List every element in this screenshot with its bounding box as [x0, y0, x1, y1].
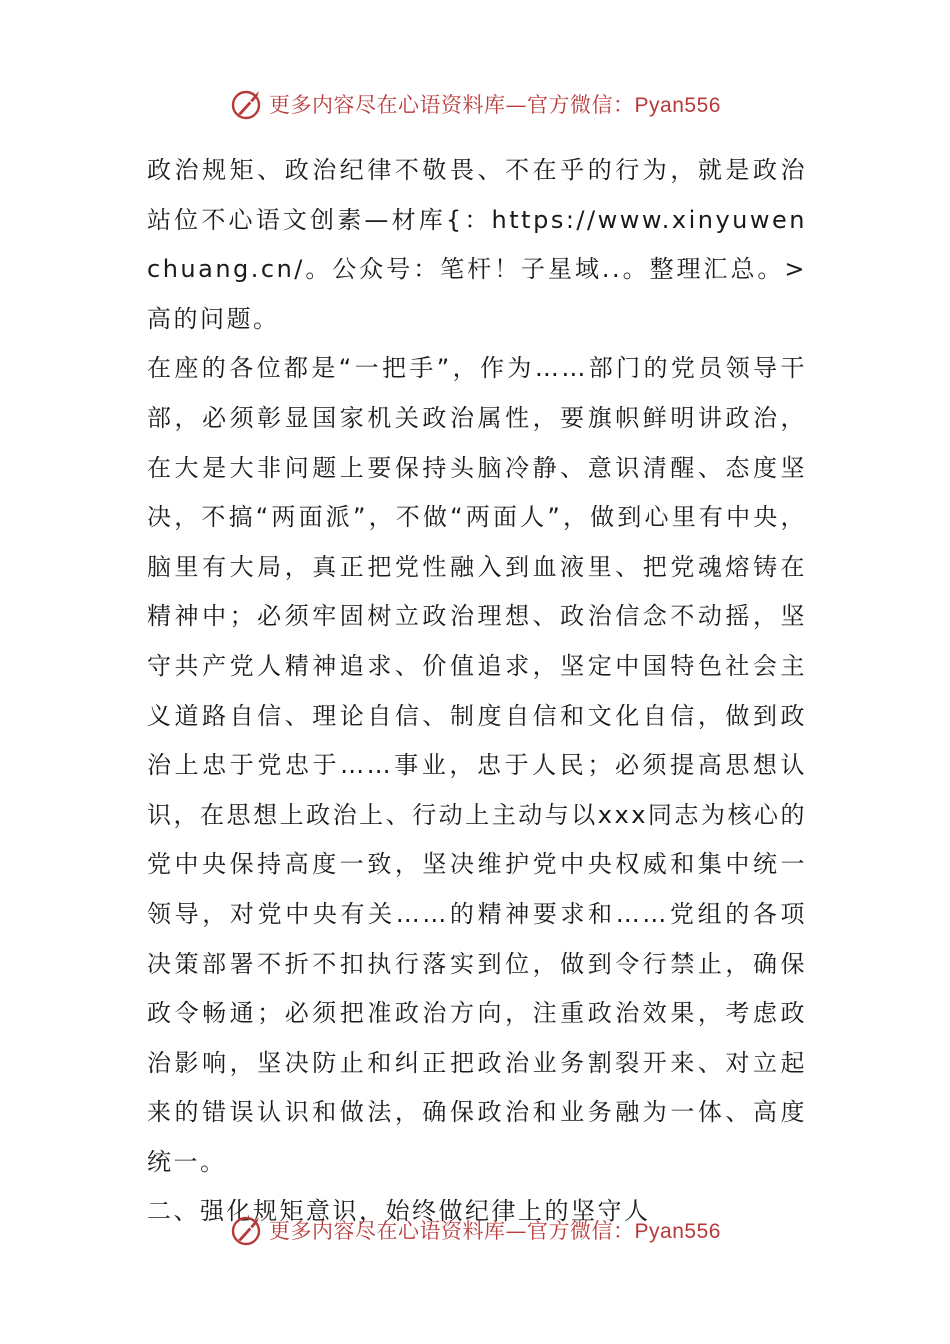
paragraph-1: 政治规矩、政治纪律不敬畏、不在乎的行为，就是政治站位不心语文创素—材库{：https://www.xinyuwenchuang.cn/。公众号：笔杆！子星域..。整理汇总。>高的问题。	[147, 156, 807, 333]
section-heading: 二、强化规矩意识，始终做纪律上的坚守人	[147, 1197, 651, 1226]
banner-text: 更多内容尽在心语资料库—官方微信：	[269, 1219, 635, 1243]
quill-pen-logo-icon	[229, 1212, 265, 1248]
footer-watermark-banner	[0, 1210, 950, 1250]
header-watermark-banner	[0, 84, 950, 124]
document-body	[147, 146, 807, 1237]
banner-contact: Pyan556	[634, 1220, 721, 1243]
quill-pen-logo-icon	[229, 86, 265, 122]
banner-text: 更多内容尽在心语资料库—官方微信：	[269, 93, 635, 117]
banner-contact: Pyan556	[634, 94, 721, 117]
paragraph-2: 在座的各位都是“一把手”，作为……部门的党员领导干部，必须彰显国家机关政治属性，要旗帜鲜明讲政治，在大是大非问题上要保持头脑冷静、意识清醒、态度坚决，不搞“两面派”，不做“两面人”，做到心里有中央，脑里有大局，真正把党性融入到血液里、把党魂熔铸在精神中；必须牢固树立政治理想、政治信念不动摇，坚守共产党人精神追求、价值追求，坚定中国特色社会主义道路自信、理论自信、制度自信和文化自信，做到政治上忠于党忠于……事业，忠于人民；必须提高思想认识，在思想上政治上、行动上主动与以xxx同志为核心的党中央保持高度一致，坚决维护党中央权威和集中统一领导，对党中央有关……的精神要求和……党组的各项决策部署不折不扣执行落实到位，做到令行禁止，确保政令畅通；必须把准政治方向，注重政治效果，考虑政治影响，坚决防止和纠正把政治业务割裂开来、对立起来的错误认识和做法，确保政治和业务融为一体、高度统一。	[147, 354, 807, 1176]
